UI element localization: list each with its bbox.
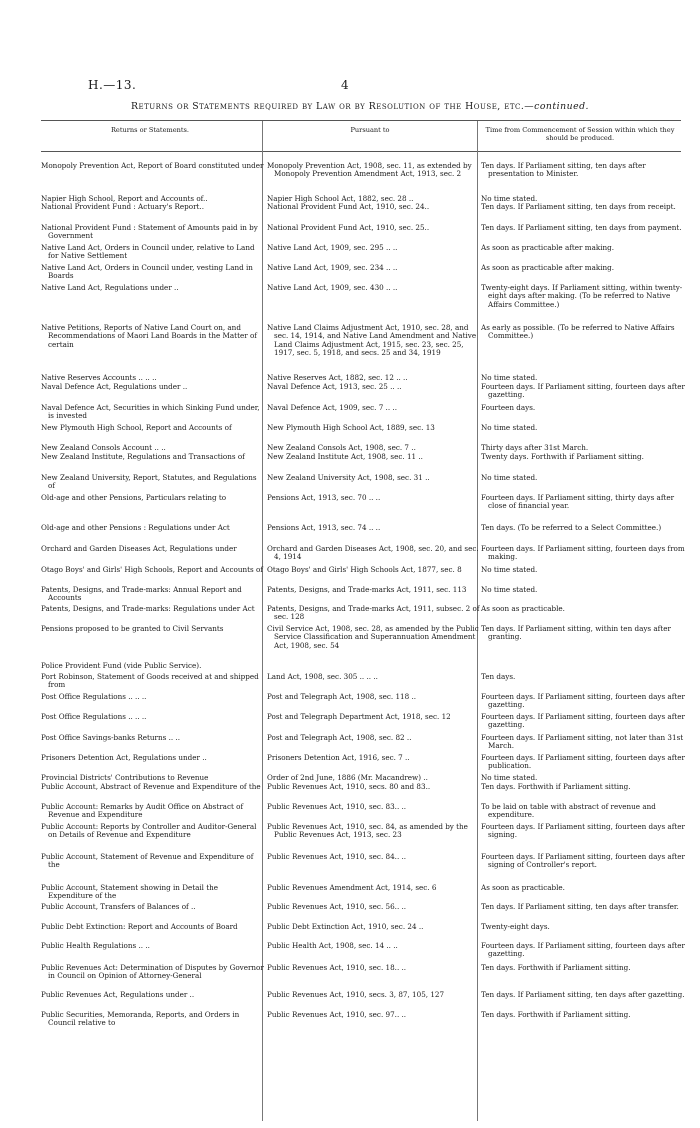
column-header-returns: Returns or Statements. [110,126,190,134]
pursuant-cell: Public Revenues Act, 1910, secs. 3, 87, 105, 127 [267,990,445,999]
returns-cell: New Zealand Institute, Regulations and Transactions of [41,452,245,461]
pursuant-cell: Naval Defence Act, 1909, sec. 7 .. .. [267,403,397,412]
returns-cell: Old-age and other Pensions : Regulations under Act [41,523,230,532]
pursuant-cell: Prisoners Detention Act, 1916, sec. 7 .. [267,753,410,762]
pursuant-cell: Naval Defence Act, 1913, sec. 25 .. .. [267,382,402,391]
returns-cell: Otago Boys' and Girls' High Schools, Report and Accounts of [41,565,263,574]
returns-cell: Monopoly Prevention Act, Report of Board constituted under [41,161,264,170]
returns-cell: Public Health Regulations .. .. [41,941,150,950]
returns-cell: Public Revenues Act: Determination of Disputes by Governor in Council on Opinion of Attorney-General [41,963,264,981]
time-cell: Ten days. Forthwith if Parliament sitting. [481,963,631,972]
returns-cell: Native Land Act, Regulations under .. [41,283,179,292]
returns-cell: Orchard and Garden Diseases Act, Regulations under [41,544,237,553]
time-cell: Fourteen days. If Parliament sitting, fourteen days after signing. [481,822,685,840]
document-code: H.—13. [88,78,137,92]
returns-cell: Public Account, Statement of Revenue and Expenditure of the [41,852,254,870]
returns-cell: Provincial Districts' Contributions to Revenue [41,773,209,782]
returns-cell: Post Office Savings-banks Returns .. .. [41,733,180,742]
returns-cell: New Plymouth High School, Report and Accounts of [41,423,232,432]
pursuant-cell: Monopoly Prevention Act, 1908, sec. 11, as extended by Monopoly Prevention Amendment Act, 1913, sec. 2 [267,161,472,179]
returns-cell: Prisoners Detention Act, Regulations under .. [41,753,207,762]
time-cell: Ten days. If Parliament sitting, within ten days after granting. [481,624,671,642]
pursuant-cell: Order of 2nd June, 1886 (Mr. Macandrew) .. [267,773,428,782]
returns-cell: Public Account, Abstract of Revenue and Expenditure of the [41,782,261,791]
time-cell: Fourteen days. If Parliament sitting, fourteen days after gazetting. [481,941,685,959]
pursuant-cell: New Zealand Consols Act, 1908, sec. 7 .. [267,443,416,452]
time-cell: No time stated. [481,585,538,594]
returns-cell: Post Office Regulations .. .. .. [41,712,147,721]
pursuant-cell: Public Revenues Act, 1910, sec. 84.. .. [267,852,407,861]
pursuant-cell: Public Revenues Act, 1910, sec. 84, as amended by the Public Revenues Act, 1913, sec. 23 [267,822,468,840]
pursuant-cell: Napier High School Act, 1882, sec. 28 .. [267,194,414,203]
pursuant-cell: National Provident Fund Act, 1910, sec. 25.. [267,223,430,232]
time-cell: Ten days. (To be referred to a Select Committee.) [481,523,662,532]
pursuant-cell: Pensions Act, 1913, sec. 70 .. .. [267,493,381,502]
pursuant-cell: Post and Telegraph Act, 1908, sec. 118 .. [267,692,417,701]
time-cell: As early as possible. (To be referred to Native Affairs Committee.) [481,323,675,341]
time-cell: Fourteen days. If Parliament sitting, fourteen days after gazetting. [481,712,685,730]
time-cell: Ten days. If Parliament sitting, ten days after gazetting. [481,990,685,999]
pursuant-cell: Public Revenues Act, 1910, sec. 56.. .. [267,902,407,911]
pursuant-cell: Post and Telegraph Department Act, 1918, sec. 12 [267,712,451,721]
time-cell: Ten days. Forthwith if Parliament sitting. [481,1010,631,1019]
pursuant-cell: Patents, Designs, and Trade-marks Act, 1911, subsec. 2 of sec. 128 [267,604,480,622]
time-cell: To be laid on table with abstract of revenue and expenditure. [481,802,656,820]
time-cell: No time stated. [481,423,538,432]
time-cell: Ten days. If Parliament sitting, ten days after presentation to Minister. [481,161,646,179]
pursuant-cell: Public Revenues Act, 1910, sec. 18.. .. [267,963,407,972]
title-italic: continued. [534,101,589,112]
returns-table [41,0,685,1128]
pursuant-cell: Native Land Act, 1909, sec. 234 .. .. [267,263,398,272]
returns-cell: Naval Defence Act, Regulations under .. [41,382,188,391]
returns-cell: Patents, Designs, and Trade-marks: Regulations under Act [41,604,255,613]
time-cell: Fourteen days. If Parliament sitting, fourteen days from making. [481,544,685,562]
pursuant-cell: Native Reserves Act, 1882, sec. 12 .. .. [267,373,408,382]
pursuant-cell: National Provident Fund Act, 1910, sec. 24.. [267,202,430,211]
returns-cell: Native Land Act, Orders in Council under, relative to Land for Native Settlement [41,243,255,261]
returns-cell: Patents, Designs, and Trade-marks: Annual Report and Accounts [41,585,242,603]
pursuant-cell: Public Revenues Amendment Act, 1914, sec. 6 [267,883,437,892]
time-cell: As soon as practicable. [481,883,565,892]
time-cell: As soon as practicable. [481,604,565,613]
pursuant-cell: Public Health Act, 1908, sec. 14 .. .. [267,941,398,950]
returns-cell: Police Provident Fund (vide Public Service). [41,661,202,670]
time-cell: Fourteen days. [481,403,536,412]
pursuant-cell: Public Debt Extinction Act, 1910, sec. 24 .. [267,922,424,931]
returns-cell: Public Account, Transfers of Balances of .. [41,902,196,911]
returns-cell: New Zealand University, Report, Statutes, and Regulations of [41,473,257,491]
pursuant-cell: Otago Boys' and Girls' High Schools Act, 1877, sec. 8 [267,565,462,574]
time-cell: Fourteen days. If Parliament sitting, thirty days after close of financial year. [481,493,675,511]
time-cell: No time stated. [481,773,538,782]
returns-cell: Naval Defence Act, Securities in which Sinking Fund under, is invested [41,403,260,421]
returns-cell: National Provident Fund : Actuary's Report.. [41,202,204,211]
returns-cell: National Provident Fund : Statement of Amounts paid in by Government [41,223,258,241]
time-cell: Twenty days. Forthwith if Parliament sitting. [481,452,644,461]
returns-cell: Old-age and other Pensions, Particulars relating to [41,493,227,502]
returns-cell: Post Office Regulations .. .. .. [41,692,147,701]
pursuant-cell: Public Revenues Act, 1910, secs. 80 and 83.. [267,782,431,791]
returns-cell: Public Securities, Memoranda, Reports, and Orders in Council relative to [41,1010,240,1028]
time-cell: No time stated. [481,473,538,482]
returns-cell: Port Robinson, Statement of Goods received at and shipped from [41,672,259,690]
pursuant-cell: New Zealand University Act, 1908, sec. 31 .. [267,473,430,482]
pursuant-cell: Public Revenues Act, 1910, sec. 97.. .. [267,1010,407,1019]
time-cell: Twenty-eight days. If Parliament sitting, within twenty-eight days after making. (To be referred to Native Affairs Committee.) [481,283,683,309]
pursuant-cell: Civil Service Act, 1908, sec. 28, as amended by the Public Service Classification and Superannuation Amendment Act, 1908, sec. 54 [267,624,479,650]
returns-cell: Public Debt Extinction: Report and Accounts of Board [41,922,238,931]
time-cell: Twenty-eight days. [481,922,550,931]
returns-cell: Public Account: Reports by Controller and Auditor-General on Details of Revenue and Expenditure [41,822,257,840]
pursuant-cell: Orchard and Garden Diseases Act, 1908, sec. 20, and sec. 4, 1914 [267,544,479,562]
time-cell: Fourteen days. If Parliament sitting, fourteen days after gazetting. [481,382,685,400]
returns-cell: Public Revenues Act, Regulations under .. [41,990,195,999]
time-cell: Fourteen days. If Parliament sitting, fourteen days after signing of Controller's report. [481,852,685,870]
returns-cell: Native Reserves Accounts .. .. .. [41,373,157,382]
returns-cell: Public Account: Remarks by Audit Office on Abstract of Revenue and Expenditure [41,802,244,820]
returns-cell: Native Land Act, Orders in Council under, vesting Land in Boards [41,263,253,281]
time-cell: No time stated. [481,194,538,203]
returns-cell: New Zealand Consols Account .. .. [41,443,166,452]
column-header-pursuant: Pursuant to [350,126,390,134]
returns-cell: Pensions proposed to be granted to Civil Servants [41,624,224,633]
time-cell: Ten days. If Parliament sitting, ten days from payment. [481,223,682,232]
returns-cell: Public Account, Statement showing in Detail the Expenditure of the [41,883,219,901]
time-cell: Thirty days after 31st March. [481,443,589,452]
pursuant-cell: Public Revenues Act, 1910, sec. 83.. .. [267,802,407,811]
title-main: Returns or Statements required by Law or by Resolution of the House, etc.— [131,101,535,112]
time-cell: As soon as practicable after making. [481,263,615,272]
pursuant-cell: New Plymouth High School Act, 1889, sec. 13 [267,423,435,432]
pursuant-cell: Post and Telegraph Act, 1908, sec. 82 .. [267,733,412,742]
pursuant-cell: Patents, Designs, and Trade-marks Act, 1911, sec. 113 [267,585,467,594]
pursuant-cell: Native Land Act, 1909, sec. 295 .. .. [267,243,398,252]
pursuant-cell: Native Land Act, 1909, sec. 430 .. .. [267,283,398,292]
time-cell: No time stated. [481,373,538,382]
returns-cell: Native Petitions, Reports of Native Land Court on, and Recommendations of Maori Land Boards in the Matter of certain [41,323,257,349]
time-cell: Fourteen days. If Parliament sitting, fourteen days after gazetting. [481,692,685,710]
pursuant-cell: Pensions Act, 1913, sec. 74 .. .. [267,523,381,532]
pursuant-cell: Land Act, 1908, sec. 305 .. .. .. [267,672,378,681]
pursuant-cell: Native Land Claims Adjustment Act, 1910, sec. 28, and sec. 14, 1914, and Native Land Amendment and Native Land Claims Adjustment Act, 1915, sec. 23, sec. 25, 1917, sec. 5, 1918, and secs. 25 and 34, 1919 [267,323,477,358]
time-cell: No time stated. [481,565,538,574]
time-cell: Fourteen days. If Parliament sitting, not later than 31st March. [481,733,684,751]
time-cell: Fourteen days. If Parliament sitting, fourteen days after publication. [481,753,685,771]
time-cell: Ten days. If Parliament sitting, ten days from receipt. [481,202,676,211]
returns-cell: Napier High School, Report and Accounts of.. [41,194,208,203]
time-cell: Ten days. Forthwith if Parliament sitting. [481,782,631,791]
time-cell: Ten days. If Parliament sitting, ten days after transfer. [481,902,679,911]
pursuant-cell: New Zealand Institute Act, 1908, sec. 11 .. [267,452,423,461]
time-cell: Ten days. [481,672,516,681]
time-cell: As soon as practicable after making. [481,243,615,252]
page-number: 4 [341,78,349,92]
column-header-time: Time from Commencement of Session within which they should be produced. [485,126,675,142]
